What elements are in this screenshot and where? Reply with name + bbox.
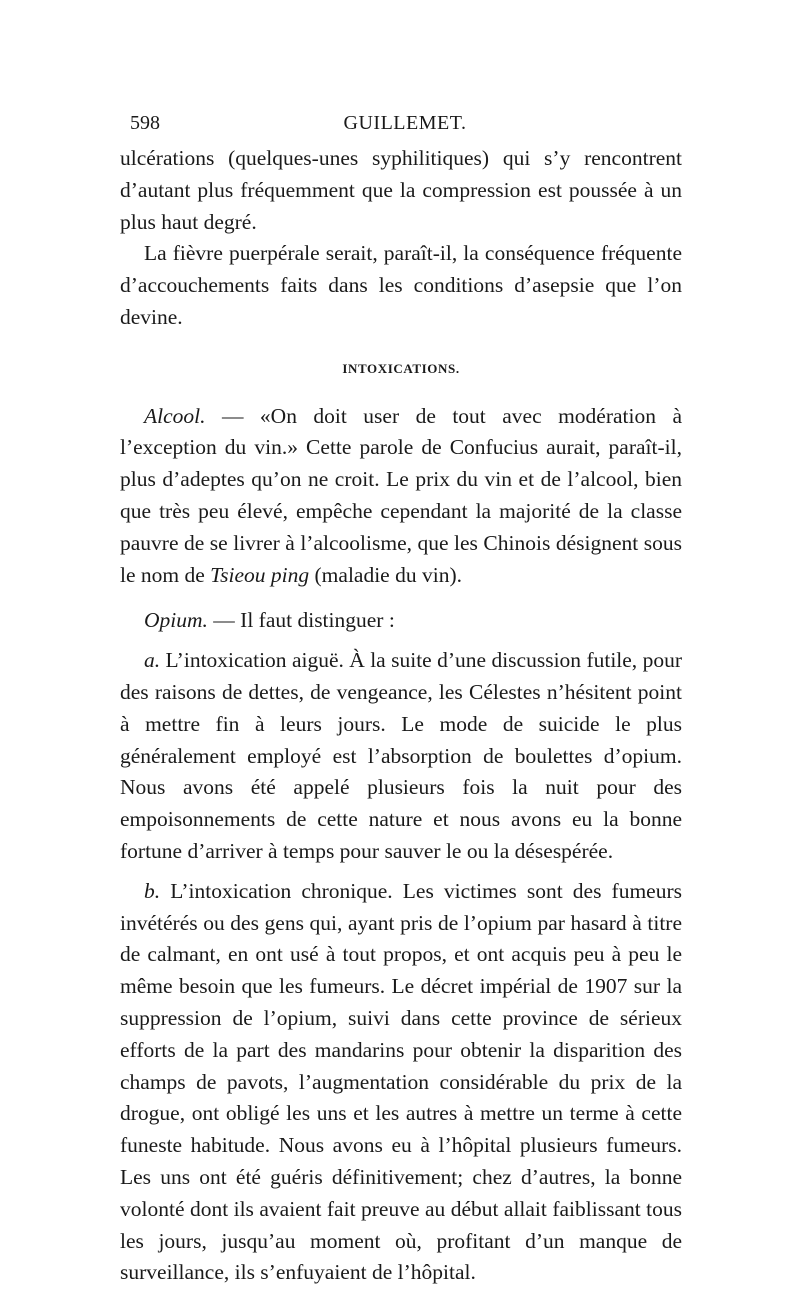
paragraph-opium-b [120, 876, 682, 1289]
alcool-term: Tsieou ping [210, 562, 310, 587]
opium-a-letter: a. [144, 648, 161, 673]
page-body [120, 143, 682, 1289]
paragraph-opium-a [120, 645, 682, 868]
page-header [130, 112, 680, 142]
spacer [120, 868, 682, 876]
paragraph-alcool [120, 401, 682, 592]
alcool-label: Alcool. [144, 403, 206, 428]
opium-b-text: L’intoxication chronique. Les victimes sont des fumeurs invétérés ou des gens qui, ayant pris de l’opium par hasard à titre de calmant, en ont usé à tout propos, et ont acquis peu à peu le même besoin que les fumeurs. Le décret impérial de 1907 sur la suppression de l’opium, suivi dans cette province de sérieux efforts de la part des mandarins pour obtenir la disparition des champs de pavots, l’augmentation considérable du prix de la drogue, ont obligé les uns et les autres à mettre un terme à cette funeste habitude. Nous avons eu à l’hôpital plusieurs fumeurs. Les uns ont été guéris définitivement; chez d’autres, la bonne volonté dont ils avaient fait preuve au début allait faiblissant tous les jours, jusqu’au moment où, profitant d’un manque de surveillance, ils s’enfuyaient de l’hôpital. [120, 878, 682, 1285]
opium-b-letter: b. [144, 878, 161, 903]
paragraph-opium [120, 605, 682, 637]
paragraph-puerperal-fever: La fièvre puerpérale serait, paraît-il, la conséquence fréquente d’accouchements faits dans les conditions d’asepsie que l’on devine. [120, 241, 682, 329]
opium-a-text: L’intoxication aiguë. À la suite d’une discussion futile, pour des raisons de dettes, de vengeance, les Célestes n’hésitent point à mettre fin à leurs jours. Le mode de suicide le plus généralement employé est l’absorption de boulettes d’opium. Nous avons été appelé plusieurs fois la nuit pour des empoisonnements de cette nature et nous avons eu la bonne fortune d’arriver à temps pour sauver le ou la désespérée. [120, 648, 682, 863]
opium-label: Opium. [144, 608, 208, 633]
paragraph-continued: ulcérations (quelques-unes syphilitiques) qui s’y rencontrent d’autant plus fréquemment que la compression est poussée à un plus haut degré. [120, 146, 682, 234]
alcool-text-1: — «On doit user de tout avec modération à l’exception du vin.» Cette parole de Confucius aurait, paraît-il, plus d’adeptes qu’on ne croit. Le prix du vin et de l’alcool, bien que très peu élevé, empêche cependant la majorité de la classe pauvre de se livrer à l’alcoolisme, que les Chinois désignent sous le nom de [120, 403, 682, 587]
alcool-text-2: (maladie du vin). [309, 562, 462, 587]
section-title: INTOXICATIONS. [342, 360, 460, 376]
running-title: GUILLEMET. [343, 112, 467, 134]
page-number: 598 [130, 112, 160, 134]
opium-intro: — Il faut distinguer : [207, 608, 395, 633]
spacer [120, 591, 682, 605]
spacer [120, 637, 682, 645]
